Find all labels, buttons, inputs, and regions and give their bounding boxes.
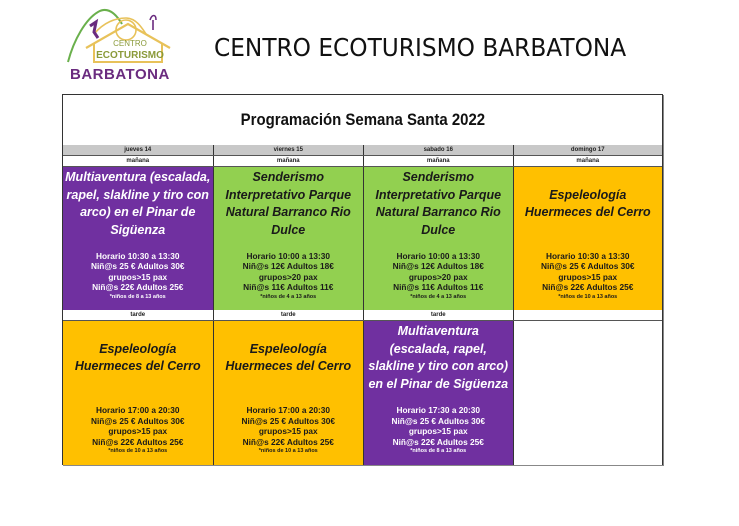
day-header-row [63, 145, 662, 156]
age-note: *niños de 4 a 13 años [410, 293, 467, 300]
morning-info-row [63, 241, 662, 311]
activity-cell [63, 321, 214, 395]
price: Niñ@s 12€ Adultos 18€ [242, 261, 334, 271]
schedule-hours: Horario 17:30 a 20:30 [396, 405, 480, 415]
slot-label: tarde [63, 310, 214, 320]
info-cell [514, 241, 663, 310]
slot-label: tarde [364, 310, 514, 320]
price: Niñ@s 25 € Adultos 30€ [90, 261, 185, 271]
schedule-table [62, 94, 663, 465]
logo [64, 4, 179, 86]
group-size: grupos>15 pax [258, 426, 318, 436]
group-price: Niñ@s 22€ Adultos 25€ [392, 436, 484, 447]
empty-cell [514, 395, 663, 465]
slot-label: mañana [364, 156, 514, 166]
group-price: Niñ@s 22€ Adultos 25€ [542, 282, 634, 292]
schedule-title: Programación Semana Santa 2022 [240, 110, 485, 129]
age-note: *niños de 4 a 13 años [260, 293, 317, 300]
info-cell [364, 241, 514, 310]
slot-label: mañana [63, 156, 214, 166]
morning-activity-row [63, 167, 662, 242]
schedule-hours: Horario 10:00 a 13:30 [246, 250, 330, 261]
group-price: Niñ@s 22€ Adultos 25€ [92, 436, 184, 447]
info-cell [364, 395, 514, 465]
age-note: *niños de 10 a 13 años [108, 448, 168, 454]
afternoon-slot-row [63, 310, 662, 321]
activity-cell [514, 167, 663, 241]
age-note: *niños de 8 a 13 años [410, 448, 467, 454]
day-header: viernes 15 [214, 145, 365, 155]
day-header: jueves 14 [63, 145, 214, 155]
schedule-hours: Horario 10:30 a 13:30 [96, 250, 180, 261]
slot-label [514, 310, 663, 320]
empty-cell [514, 321, 663, 395]
svg-text:CENTRO: CENTRO [113, 39, 147, 48]
logo-brand-text: BARBATONA [70, 66, 170, 83]
day-header: domingo 17 [570, 147, 605, 153]
afternoon-info-row [63, 395, 662, 465]
schedule-hours: Horario 10:00 a 13:30 [396, 250, 480, 261]
age-note: *niños de 10 a 13 años [558, 293, 618, 300]
slot-label: tarde [214, 310, 365, 320]
age-note: *niños de 8 a 13 años [109, 293, 166, 300]
age-note: *niños de 10 a 13 años [258, 448, 318, 454]
activity-cell [214, 167, 365, 241]
activity-name: Espeleología Huermeces del Cerro [524, 187, 651, 219]
activity-name: Senderismo Interpretativo Parque Natural Barranco Rio Dulce [225, 170, 352, 237]
slot-label: mañana [576, 158, 600, 164]
group-size: grupos>20 pax [408, 271, 468, 282]
activity-cell [364, 321, 514, 395]
activity-name: Senderismo Interpretativo Parque Natural Barranco Rio Dulce [375, 170, 502, 237]
schedule-hours: Horario 17:00 a 20:30 [96, 405, 180, 415]
price: Niñ@s 25 € Adultos 30€ [241, 415, 336, 426]
group-price: Niñ@s 11€ Adultos 11€ [243, 282, 334, 292]
activity-name: Espeleología Huermeces del Cerro [74, 341, 201, 373]
price: Niñ@s 25 € Adultos 30€ [391, 415, 486, 426]
price: Niñ@s 12€ Adultos 18€ [392, 261, 484, 271]
group-price: Niñ@s 22€ Adultos 25€ [92, 282, 184, 292]
schedule-title-row [63, 95, 662, 146]
info-cell [214, 241, 365, 310]
group-size: grupos>15 pax [108, 426, 168, 436]
logo-house-icon [64, 4, 179, 66]
activity-cell [214, 321, 365, 395]
afternoon-activity-row [63, 321, 662, 396]
group-size: grupos>15 pax [408, 426, 468, 436]
day-header: sabado 16 [364, 145, 514, 155]
price: Niñ@s 25 € Adultos 30€ [540, 261, 635, 271]
activity-name: Espeleología Huermeces del Cerro [225, 341, 352, 373]
group-size: grupos>15 pax [558, 271, 618, 282]
activity-cell [364, 167, 514, 241]
info-cell [214, 395, 365, 465]
morning-slot-row [63, 156, 662, 167]
schedule-hours: Horario 10:30 a 13:30 [546, 250, 630, 261]
page-title: CENTRO ECOTURISMO BARBATONA [214, 33, 627, 62]
group-price: Niñ@s 11€ Adultos 11€ [393, 282, 484, 292]
slot-label: mañana [214, 156, 365, 166]
activity-cell [63, 167, 214, 241]
svg-text:ECOTURISMO: ECOTURISMO [96, 50, 164, 61]
info-cell [63, 395, 214, 465]
activity-name: Multiaventura (escalada, rapel, slakline y tiro con arco) en el Pinar de Sigüenza [368, 324, 509, 391]
schedule-hours: Horario 17:00 a 20:30 [246, 405, 330, 415]
info-cell [63, 241, 214, 310]
price: Niñ@s 25 € Adultos 30€ [90, 415, 185, 426]
group-price: Niñ@s 22€ Adultos 25€ [242, 436, 334, 447]
group-size: grupos>20 pax [258, 271, 318, 282]
group-size: grupos>15 pax [108, 271, 168, 282]
activity-name: Multiaventura (escalada, rapel, slakline y tiro con arco) en el Pinar de Sigüenza [65, 170, 211, 237]
